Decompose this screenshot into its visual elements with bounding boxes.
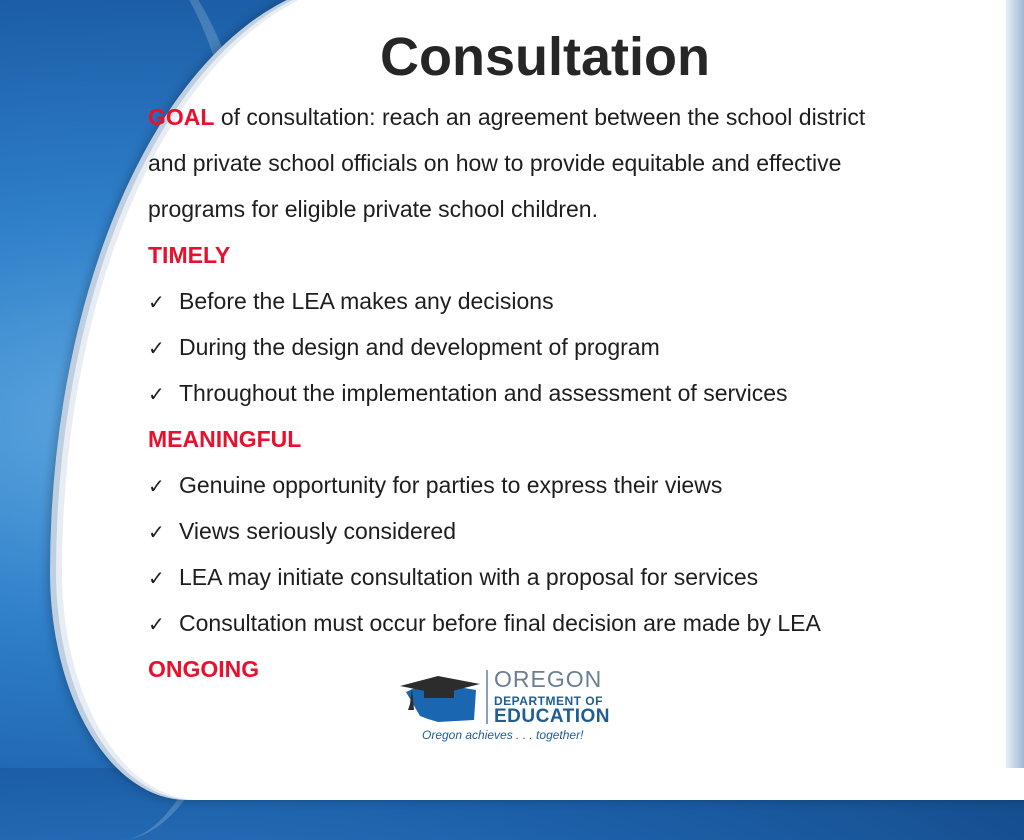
logo-oregon: OREGON — [494, 666, 603, 692]
meaningful-heading: MEANINGFUL — [148, 426, 302, 452]
goal-label: GOAL — [148, 104, 215, 130]
list-item — [148, 280, 978, 326]
list-item-text: Genuine opportunity for parties to express their views — [179, 472, 723, 498]
list-item — [148, 510, 978, 556]
logo-tagline: Oregon achieves . . . together! — [422, 728, 584, 742]
list-item-text: Before the LEA makes any decisions — [179, 288, 554, 314]
logo-divider — [486, 670, 488, 724]
slide-body — [148, 96, 978, 694]
goal-line-3: programs for eligible private school children. — [148, 196, 598, 222]
list-item — [148, 556, 978, 602]
logo-education: EDUCATION — [494, 706, 611, 727]
graduation-cap-state-icon — [398, 670, 482, 728]
slide-panel-edge — [1006, 0, 1024, 768]
list-item-text: Views seriously considered — [179, 518, 456, 544]
checkmark-icon: ✓ — [148, 522, 165, 544]
slide-title: Consultation — [380, 27, 710, 87]
list-item — [148, 372, 978, 418]
list-item-text: LEA may initiate consultation with a proposal for services — [179, 564, 759, 590]
checkmark-icon: ✓ — [148, 338, 165, 360]
checkmark-icon: ✓ — [148, 476, 165, 498]
ongoing-heading: ONGOING — [148, 656, 260, 682]
goal-line-1 — [148, 96, 978, 142]
list-item — [148, 602, 978, 648]
oregon-education-logo — [398, 664, 611, 748]
goal-text-1: of consultation: reach an agreement between the school district — [214, 104, 866, 130]
checkmark-icon: ✓ — [148, 614, 165, 636]
goal-line-2: and private school officials on how to provide equitable and effective — [148, 150, 842, 176]
logo-department: DEPARTMENT OF — [494, 694, 603, 708]
checkmark-icon: ✓ — [148, 384, 165, 406]
list-item — [148, 326, 978, 372]
list-item-text: Throughout the implementation and assessment of services — [179, 380, 788, 406]
checkmark-icon: ✓ — [148, 292, 165, 314]
list-item — [148, 464, 978, 510]
checkmark-icon: ✓ — [148, 568, 165, 590]
timely-heading: TIMELY — [148, 242, 231, 268]
list-item-text: Consultation must occur before final decision are made by LEA — [179, 610, 821, 636]
list-item-text: During the design and development of program — [179, 334, 660, 360]
